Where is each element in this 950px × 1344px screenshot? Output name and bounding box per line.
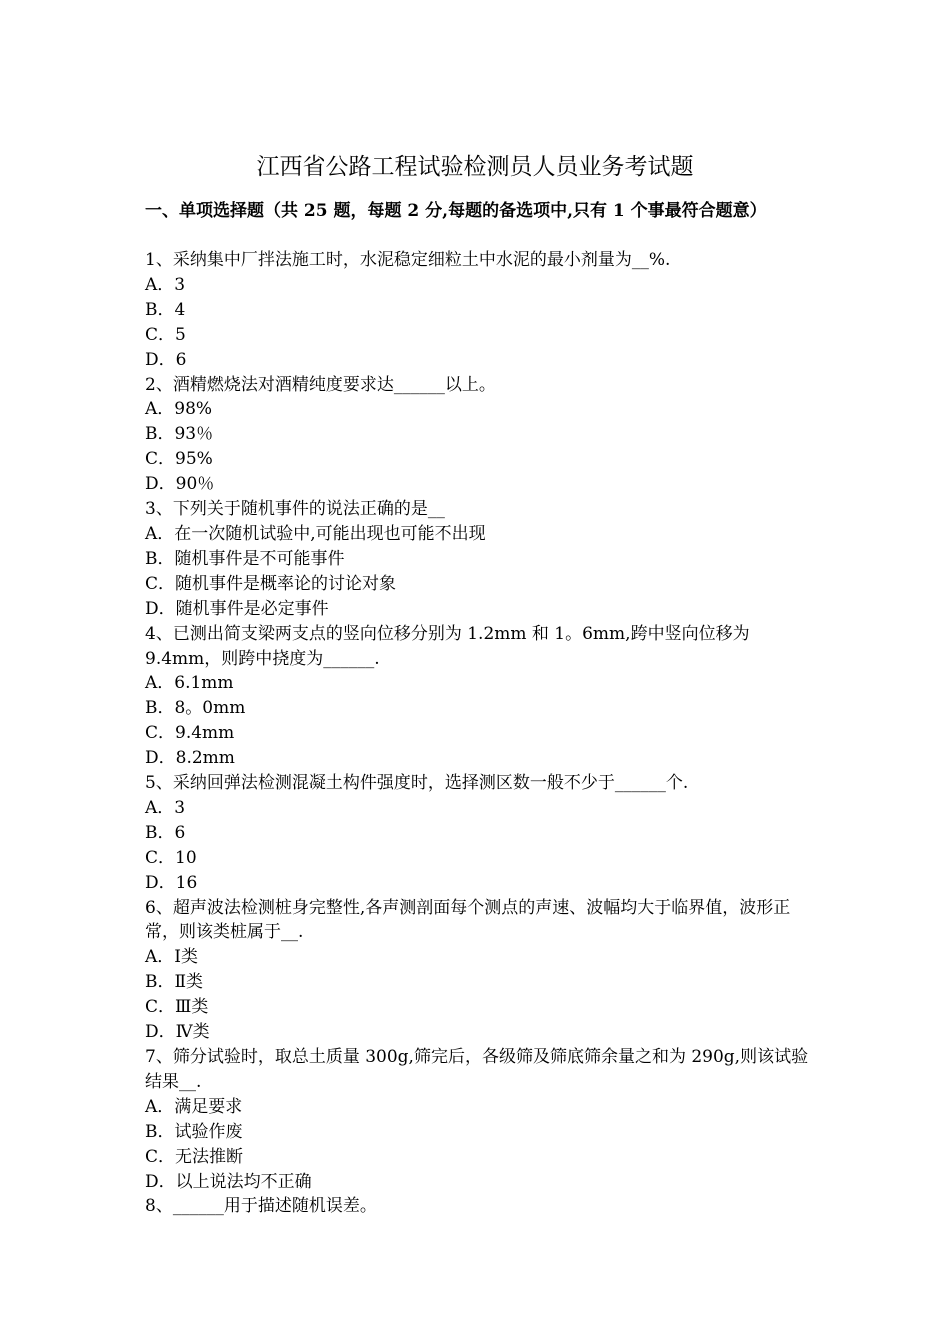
question-4 [145, 622, 815, 771]
question-8 [145, 1194, 815, 1219]
option-c: C．Ⅲ类 [145, 997, 209, 1018]
option-d: D．以上说法均不正确 [145, 1171, 312, 1192]
option-a: A．3 [145, 797, 186, 818]
option-c: C．10 [145, 847, 197, 868]
option-a: A．6.1mm [145, 673, 234, 694]
option-b: B．8。0mm [145, 698, 246, 719]
option-a: A．Ⅰ类 [145, 947, 198, 968]
option-b: B．随机事件是不可能事件 [145, 548, 345, 569]
option-d: D．90％ [145, 474, 215, 495]
question-stem: 8、______用于描述随机误差。 [145, 1196, 377, 1217]
option-a: A．3 [145, 274, 186, 295]
page-title: 江西省公路工程试验检测员人员业务考试题 [256, 154, 694, 180]
option-c: C．9.4mm [145, 723, 235, 744]
option-b: B．试验作废 [145, 1121, 243, 1142]
option-b: B．6 [145, 822, 186, 843]
question-stem: 7、筛分试验时，取总土质量 300g,筛完后，各级筛及筛底筛余量之和为 290g,则该试验结果__. [145, 1047, 809, 1092]
option-b: B．Ⅱ类 [145, 972, 204, 993]
question-list [145, 248, 815, 1219]
question-2 [145, 373, 815, 498]
question-6 [145, 896, 815, 1045]
option-a: A．满足要求 [145, 1096, 243, 1117]
option-d: D．随机事件是必定事件 [145, 598, 329, 619]
option-a: A．98% [145, 399, 213, 420]
option-d: D．8.2mm [145, 748, 235, 769]
option-d: D．6 [145, 349, 187, 370]
question-stem: 3、下列关于随机事件的说法正确的是__ [145, 499, 445, 520]
section-heading: 一、单项选择题（共 25 题，每题 2 分,每题的备选项中,只有 1 个事最符合题意） [145, 201, 767, 221]
option-b: B．93％ [145, 424, 214, 445]
question-stem: 2、酒精燃烧法对酒精纯度要求达______以上。 [145, 374, 496, 395]
option-a: A．在一次随机试验中,可能出现也可能不出现 [145, 523, 486, 544]
option-c: C．随机事件是概率论的讨论对象 [145, 573, 397, 594]
question-1 [145, 248, 815, 373]
option-c: C．95% [145, 449, 213, 470]
question-3 [145, 497, 815, 622]
question-stem: 4、已测出简支梁两支点的竖向位移分别为 1.2mm 和 1。6mm,跨中竖向位移为 9.4mm，则跨中挠度为______. [145, 623, 750, 669]
question-stem: 5、采纳回弹法检测混凝土构件强度时，选择测区数一般不少于______个. [145, 773, 689, 794]
question-7 [145, 1045, 815, 1194]
option-b: B．4 [145, 299, 186, 320]
option-c: C．无法推断 [145, 1146, 244, 1167]
question-stem: 6、超声波法检测桩身完整性,各声测剖面每个测点的声速、波幅均大于临界值，波形正常，则该类桩属于__. [145, 897, 791, 943]
question-5 [145, 771, 815, 896]
option-c: C．5 [145, 324, 186, 345]
question-stem: 1、采纳集中厂拌法施工时，水泥稳定细粒土中水泥的最小剂量为__%. [145, 250, 671, 270]
option-d: D．16 [145, 872, 198, 893]
option-d: D．Ⅳ类 [145, 1022, 210, 1043]
